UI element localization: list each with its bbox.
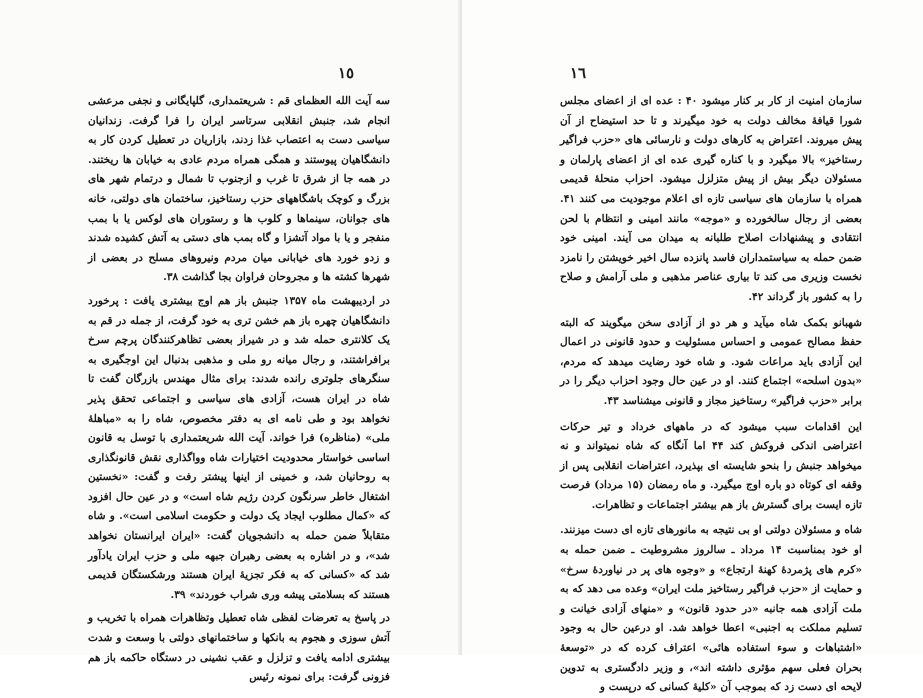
right-page <box>462 0 923 694</box>
paragraph: در پاسخ به تعرضات لفظی شاه تعطیل وتظاهرات همراه با تخریب و آتش سوزی و هجوم به بانکها و ساختمانهای دولتی با وسعت و شدت بیشتری ادامه یافت و تزلزل و عقب نشینی در دستگاه حاکمه باز هم فزونی گرفت: برای نمونه رئیس <box>88 612 390 684</box>
left-page <box>0 0 462 684</box>
paragraph: سازمان امنیت از کار بر کنار میشود ۴۰ : عده ای از اعضای مجلس شورا قیافهٔ مخالف دولت به خود میگیرند و تا حد استیضاح از آن پیش میروند. اعتراض به کارهای دولت و نارسائی های «حزب فراگیر رستاخیز» بالا میگیرد و با کناره گیری عده ای از اعضای پارلمان و مسئولان دیگر بیش از پیش متزلزل میشود. احزاب منحلهٔ قدیمی همراه با سازمان های سیاسی تازه ای اعلام موجودیت می کنند ۴۱. بعضی از رجال سالخورده و «موجه» مانند امینی و انتظام با لحن انتقادی و پیشنهادات اصلاح طلبانه به میدان می آیند. امینی خود ضمن حمله به سیاستمداران فاسد پانزده سال اخیر خویشتن را نامزد نخست وزیری می کند تا بیاری عناصر مذهبی و ملی آرامش و صلاح را به کشور باز گرداند ۴۲. <box>560 95 863 303</box>
paragraph: سه آیت الله العظمای قم : شریعتمداری، گلپایگانی و نجفی مرعشی انجام شد، جنبش انقلابی سرتاسر ایران را فرا گرفت. زندانیان سیاسی دست به اعتصاب غذا زدند، بازاریان در تعطیل کردن کار به دانشگاهیان پیوستند و همگی همراه مردم عادی به خیابان ها ریختند. در همه جا از شرق تا غرب و ازجنوب تا شمال و درتمام شهر های بزرگ و کوچک باشگاههای حزب رستاخیز، ساختمان های دولتی، خانه های جوانان، سینماها و کلوب ها و رستوران های لوکس یا با بمب منفجر و یا با مواد آتشزا و گاه بمب های دستی به آتش کشیده شدند و زدو خورد های خیابانی میان مردم ونیروهای مسلح در بعضی از شهرها کشته ها و مجروحان فراوان بجا گذاشت ۳۸. <box>88 95 390 284</box>
paragraph: شهبانو بکمک شاه میآید و هر دو از آزادی سخن میگویند که البته حفظ مصالح عمومی و احساس مسئولیت و حدود قانونی در اعمال این آزادی باید مراعات شود. و شاه خود رضایت میدهد که مردم، «بدون اسلحه» اجتماع کنند. او در عین حال وجود احزاب دیگر را در برابر «حزب فراگیر» رستاخیز مجاز و قانونی میشناسد ۴۳. <box>560 316 862 407</box>
paragraph: در اردیبهشت ماه ۱۳۵۷ جنبش باز هم اوج بیشتری یافت : پرخورد دانشگاهیان چهره باز هم خشن تری به خود گرفت، از جمله در قم به یک کلانتری حمله شد و در شیراز بعضی تظاهرکنندگان پرچم سرخ برافراشتند، و رجال میانه رو ملی و مذهبی بدنبال این اوجگیری به سنگرهای جلوتری رانده شدند: برای مثال مهندس بازرگان گفت تا شاه در ایران هست، آزادی های سیاسی و اجتماعی تحقق پذیر نخواهد بود و طی نامه ای به دفتر مخصوص، شاه را به «مباهلهٔ ملی» (مناظره) فرا خواند. آیت الله شریعتمداری با توسل به قانون اساسی خواستار محدودیت اختیارات شاه وواگذاری نقش قانونگذاری به روحانیان شد، و خمینی از اینها پیشتر رفت و گفت: «نخستین اشتغال خاطر سرنگون کردن رژیم شاه است» و در عین حال افزود که «کمال مطلوب ایجاد یک دولت و حکومت اسلامی است». و شاه متقابلاً ضمن حمله به دانشجویان گفت: «ایران ایرانستان نخواهد شد»، و در اشاره به بعضی رهبران جبهه ملی و حزب ایران یادآور شد که «کسانی که به فکر تجزیهٔ ایران هستند ورشکستگان قدیمی هستند که بسلامتی پیشه وری شراب خوردند» ۳۹. <box>88 294 390 601</box>
page-number-left: ١٥ <box>338 64 355 82</box>
left-page-text <box>88 92 390 688</box>
page-number-right: ١٦ <box>570 64 587 82</box>
paragraph: شاه و مسئولان دولتی او بی نتیجه به مانورهای تازه ای دست میزنند. او خود بمناسبت ۱۴ مرداد ـ سالروز مشروطیت ـ ضمن حمله به «کرم های پژمردهٔ کهنهٔ ارتجاع» و «وجوه های پر در نیاوردهٔ سرخ» و حمایت از «حزب فراگیر رستاخیز ملت ایران» وعده می دهد که به ملت آزادی همه جانبه «در حدود قانون» و «منهای آزادی خیانت و تسلیم مملکت به اجنبی» اعطا خواهد شد. او درعین حال به وجود «اشتباهات و سوء استفاده هائی» اعتراف کرده که در «توسعهٔ بحران فعلی سهم مؤثری داشته اند»، و وزیر دادگستری به تدوین لایحه ای دست زد که بموجب آن «کلیهٔ کسانی که درپست و <box>560 524 862 694</box>
paragraph: این اقدامات سبب میشود که در ماههای خرداد و تیر حرکات اعتراضی اندکی فروکش کند ۴۴ اما آنگاه که شاه نمیتواند و نه میخواهد جنبش را بنحو شایسته ای بپذیرد، اعتراضات انقلابی پس از وقفه ای کوتاه دو باره اوج میگیرد. و ماه رمضان (۱۵ مرداد) فرصت تازه ایست برای گسترش باز هم بیشتر اجتماعات و تظاهرات. <box>560 420 863 511</box>
right-page-text <box>560 92 862 698</box>
